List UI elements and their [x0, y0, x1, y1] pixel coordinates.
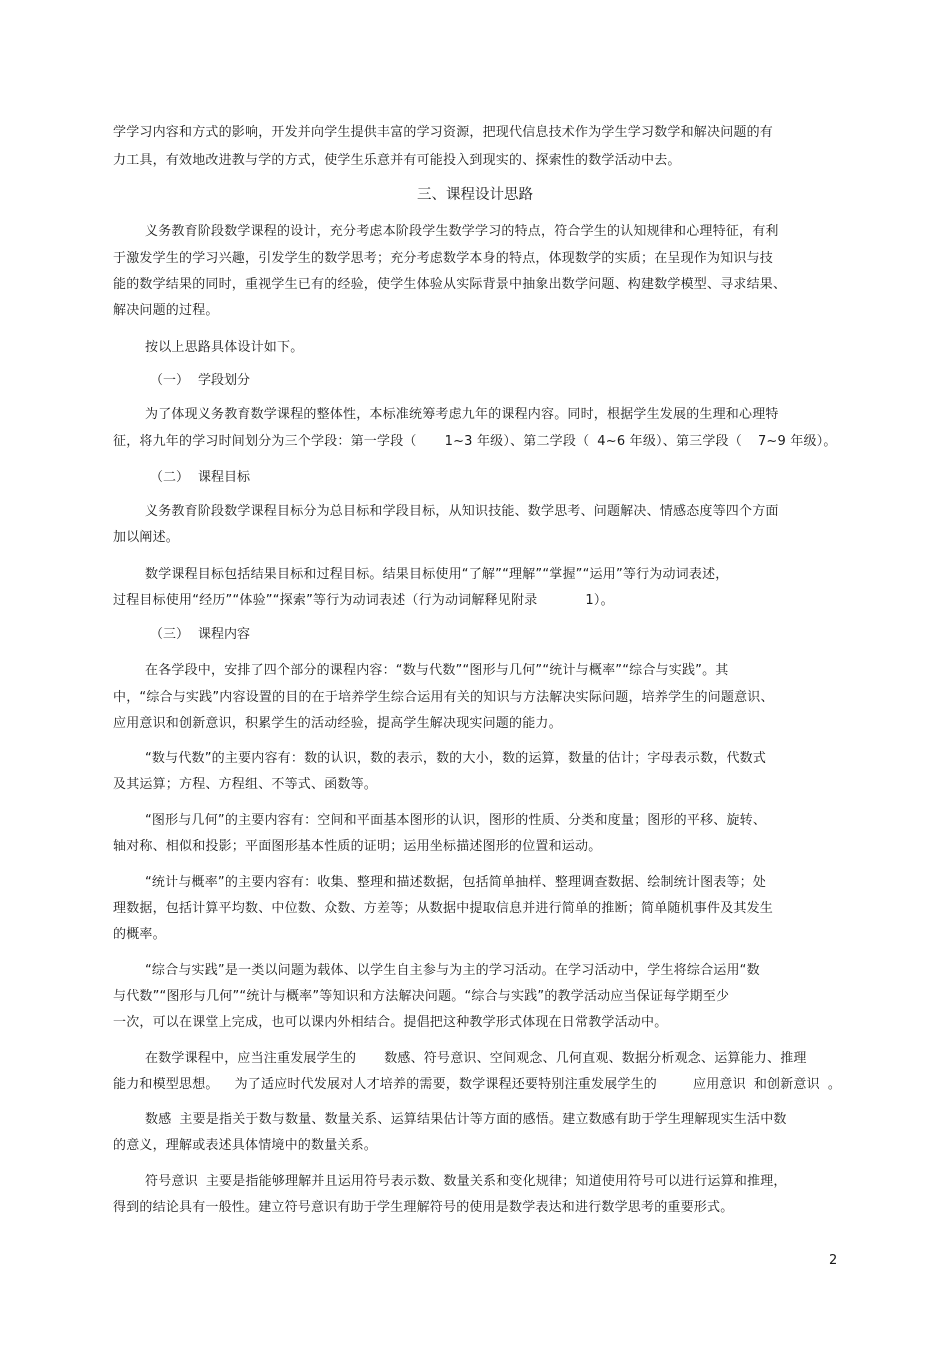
practice-line-2: 与代数”“图形与几何”“统计与概率”等知识和方法解决问题。“综合与实践”的教学活动应当保证每学期至少 — [113, 989, 730, 1004]
symbol-sense-term: 符号意识 — [145, 1174, 198, 1189]
stages-text-d: 7~9 年级）。 — [757, 434, 837, 449]
core-line-2 — [113, 1076, 841, 1094]
section-heading: 三、课程设计思路 — [417, 187, 533, 203]
stages-text-a: 征，将九年的学习时间划分为三个学段：第一学段（ — [113, 434, 417, 449]
goal-types-text-a: 过程目标使用“经历”“体验”“探索”等行为动词表述（行为动词解释见附录 — [113, 593, 538, 608]
goals-line-2: 加以阐述。 — [113, 530, 180, 545]
stages-line-1: 为了体现义务教育数学课程的整体性，本标准统筹考虑九年的课程内容。同时，根据学生发展的生理和心理特 — [145, 407, 779, 422]
subheading-title: 课程内容 — [198, 627, 251, 642]
subheading-stages — [150, 372, 250, 390]
stages-text-b: 1~3 年级）、第二学段（ — [444, 434, 590, 449]
symbol-sense-text: 主要是指能够理解并且运用符号表示数、数量关系和变化规律；知道使用符号可以进行运算和推理， — [205, 1174, 787, 1189]
goal-types-line-1: 数学课程目标包括结果目标和过程目标。结果目标使用“了解”“理解”“掌握”“运用”等行为动词表述， — [145, 567, 729, 582]
intro-line-2: 力工具，有效地改进教与学的方式，使学生乐意并有可能投入到现实的、探索性的数学活动中去。 — [113, 153, 681, 168]
core-text-d: 为了适应时代发展对人才培养的需要，数学课程还要特别注重发展学生的 — [234, 1077, 658, 1092]
design-line-2: 于激发学生的学习兴趣，引发学生的数学思考；充分考虑数学本身的特点，体现数学的实质；在呈现作为知识与技 — [113, 251, 774, 266]
symbol-sense-line-1 — [145, 1173, 787, 1191]
goal-types-text-b: 1）。 — [585, 593, 614, 608]
statistics-line-3: 的概率。 — [113, 927, 166, 942]
content-line-3: 应用意识和创新意识，积累学生的活动经验，提高学生解决现实问题的能力。 — [113, 716, 562, 731]
core-text-a: 在数学课程中，应当注重发展学生的 — [145, 1051, 357, 1066]
content-line-1: 在各学段中，安排了四个部分的课程内容：“数与代数”“图形与几何”“统计与概率”“综合与实践”。其 — [145, 663, 729, 678]
design-line-4: 解决问题的过程。 — [113, 303, 219, 318]
subheading-number: （三） — [150, 627, 190, 642]
number-sense-term: 数感 — [145, 1112, 172, 1127]
content-line-2: 中，“综合与实践”内容设置的目的在于培养学生综合运用有关的知识与方法解决实际问题，培养学生的问题意识、 — [113, 690, 774, 705]
subheading-goals — [150, 469, 250, 487]
core-term-innovation: 和创新意识 — [753, 1077, 820, 1092]
subheading-number: （二） — [150, 470, 190, 485]
number-sense-line-2: 的意义，理解或表述具体情境中的数量关系。 — [113, 1138, 378, 1153]
subheading-number: （一） — [150, 373, 190, 388]
subheading-title: 课程目标 — [198, 470, 251, 485]
number-sense-line-1 — [145, 1111, 787, 1129]
core-text-b: 数感、符号意识、空间观念、几何直观、数据分析观念、运算能力、推理 — [384, 1051, 807, 1066]
statistics-line-2: 理数据，包括计算平均数、中位数、众数、方差等；从数据中提取信息并进行简单的推断；简单随机事件及其发生 — [113, 901, 774, 916]
design-line-1: 义务教育阶段数学课程的设计，充分考虑本阶段学生数学学习的特点，符合学生的认知规律和心理特征，有利 — [145, 224, 779, 239]
design-intro: 按以上思路具体设计如下。 — [145, 340, 304, 355]
statistics-line-1: “统计与概率”的主要内容有：收集、整理和描述数据，包括简单抽样、整理调查数据、绘制统计图表等；处 — [145, 875, 767, 890]
core-text-c: 能力和模型思想。 — [113, 1077, 219, 1092]
intro-line-1: 学学习内容和方式的影响，开发并向学生提供丰富的学习资源，把现代信息技术作为学生学习数学和解决问题的有 — [113, 125, 774, 140]
page-number: 2 — [829, 1253, 838, 1268]
number-sense-text: 主要是指关于数与数量、数量关系、运算结果估计等方面的感悟。建立数感有助于学生理解现实生活中数 — [179, 1112, 787, 1127]
core-term-application: 应用意识 — [693, 1077, 746, 1092]
algebra-line-1: “数与代数”的主要内容有：数的认识，数的表示，数的大小，数的运算，数量的估计；字母表示数，代数式 — [145, 751, 767, 766]
design-line-3: 能的数学结果的同时，重视学生已有的经验，使学生体验从实际背景中抽象出数学问题、构建数学模型、寻求结果、 — [113, 277, 787, 292]
subheading-title: 学段划分 — [198, 373, 251, 388]
core-text-end: 。 — [827, 1077, 842, 1092]
symbol-sense-line-2: 得到的结论具有一般性。建立符号意识有助于学生理解符号的使用是数学表达和进行数学思考的重要形式。 — [113, 1200, 734, 1215]
subheading-content — [150, 626, 250, 644]
core-line-1 — [145, 1050, 807, 1068]
geometry-line-2: 轴对称、相似和投影；平面图形基本性质的证明；运用坐标描述图形的位置和运动。 — [113, 839, 602, 854]
geometry-line-1: “图形与几何”的主要内容有：空间和平面基本图形的认识，图形的性质、分类和度量；图形的平移、旋转、 — [145, 813, 767, 828]
practice-line-3: 一次，可以在课堂上完成，也可以课内外相结合。提倡把这种教学形式体现在日常教学活动中。 — [113, 1015, 668, 1030]
algebra-line-2: 及其运算；方程、方程组、不等式、函数等。 — [113, 777, 378, 792]
practice-line-1: “综合与实践”是一类以问题为载体、以学生自主参与为主的学习活动。在学习活动中，学生将综合运用“数 — [145, 963, 760, 978]
stages-line-2 — [113, 433, 837, 451]
goal-types-line-2 — [113, 592, 614, 610]
stages-text-c: 4~6 年级）、第三学段（ — [597, 434, 742, 449]
goals-line-1: 义务教育阶段数学课程目标分为总目标和学段目标，从知识技能、数学思考、问题解决、情感态度等四个方面 — [145, 504, 779, 519]
